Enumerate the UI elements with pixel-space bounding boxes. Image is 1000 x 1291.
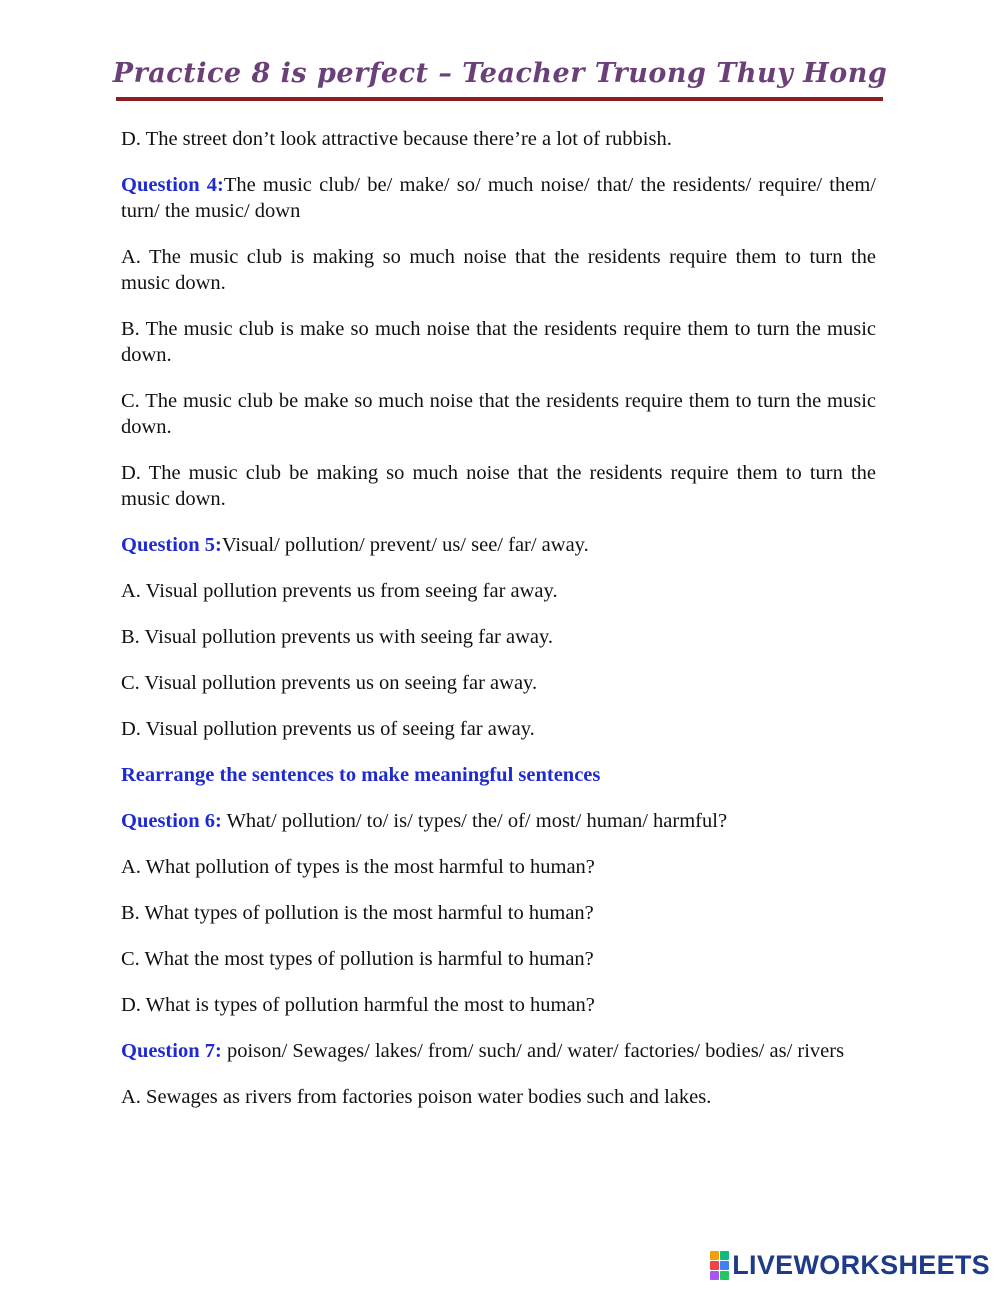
page-header-title: Practice 8 is perfect – Teacher Truong Thuy Hong (112, 58, 888, 89)
answer-option: C. The music club be make so much noise that the residents require them to turn the music down. (121, 390, 876, 438)
question-text: poison/ Sewages/ lakes/ from/ such/ and/ water/ factories/ bodies/ as/ rivers (221, 1040, 845, 1062)
question-label: Question 4: (121, 174, 224, 196)
answer-option: A. What pollution of types is the most harmful to human? (121, 856, 595, 878)
answer-option: B. Visual pollution prevents us with seeing far away. (121, 626, 554, 648)
answer-option: D. The music club be making so much noise that the residents require them to turn the music down. (121, 462, 876, 510)
logo-block (710, 1271, 719, 1280)
question-5-prompt (121, 532, 876, 558)
question-4-prompt (121, 172, 876, 224)
question-label: Question 7: (121, 1040, 222, 1062)
logo-block (720, 1261, 729, 1270)
logo-blocks-icon (710, 1251, 729, 1280)
question-text: Visual/ pollution/ prevent/ us/ see/ far/ away. (221, 534, 589, 556)
worksheet-content (121, 126, 876, 1130)
answer-option: A. Sewages as rivers from factories poison water bodies such and lakes. (121, 1086, 712, 1108)
answer-option: A. The music club is making so much noise that the residents require them to turn the music down. (121, 246, 876, 294)
answer-option: D. What is types of pollution harmful the most to human? (121, 994, 595, 1016)
logo-block (710, 1251, 719, 1260)
logo-block (720, 1251, 729, 1260)
question-label: Question 6: (121, 810, 222, 832)
question-text: The music club/ be/ make/ so/ much noise/ that/ the residents/ require/ them/ turn/ the music/ down (121, 174, 876, 222)
section-heading: Rearrange the sentences to make meaningful sentences (121, 764, 601, 786)
answer-option: C. Visual pollution prevents us on seeing far away. (121, 672, 538, 694)
logo-block (720, 1271, 729, 1280)
liveworksheets-logo[interactable] (710, 1250, 990, 1281)
answer-option: B. What types of pollution is the most harmful to human? (121, 902, 594, 924)
answer-option: C. What the most types of pollution is harmful to human? (121, 948, 594, 970)
answer-option: B. The music club is make so much noise that the residents require them to turn the music down. (121, 318, 876, 366)
logo-text: LIVEWORKSHEETS (732, 1250, 990, 1280)
question-6-prompt (121, 808, 876, 834)
answer-option: D. Visual pollution prevents us of seeing far away. (121, 718, 535, 740)
header-divider (116, 97, 883, 101)
answer-option: A. Visual pollution prevents us from seeing far away. (121, 580, 558, 602)
question-label: Question 5: (121, 534, 222, 556)
question-7-prompt (121, 1038, 876, 1064)
question-text: What/ pollution/ to/ is/ types/ the/ of/ most/ human/ harmful? (221, 810, 728, 832)
answer-option: D. The street don’t look attractive because there’re a lot of rubbish. (121, 128, 672, 150)
logo-block (710, 1261, 719, 1270)
